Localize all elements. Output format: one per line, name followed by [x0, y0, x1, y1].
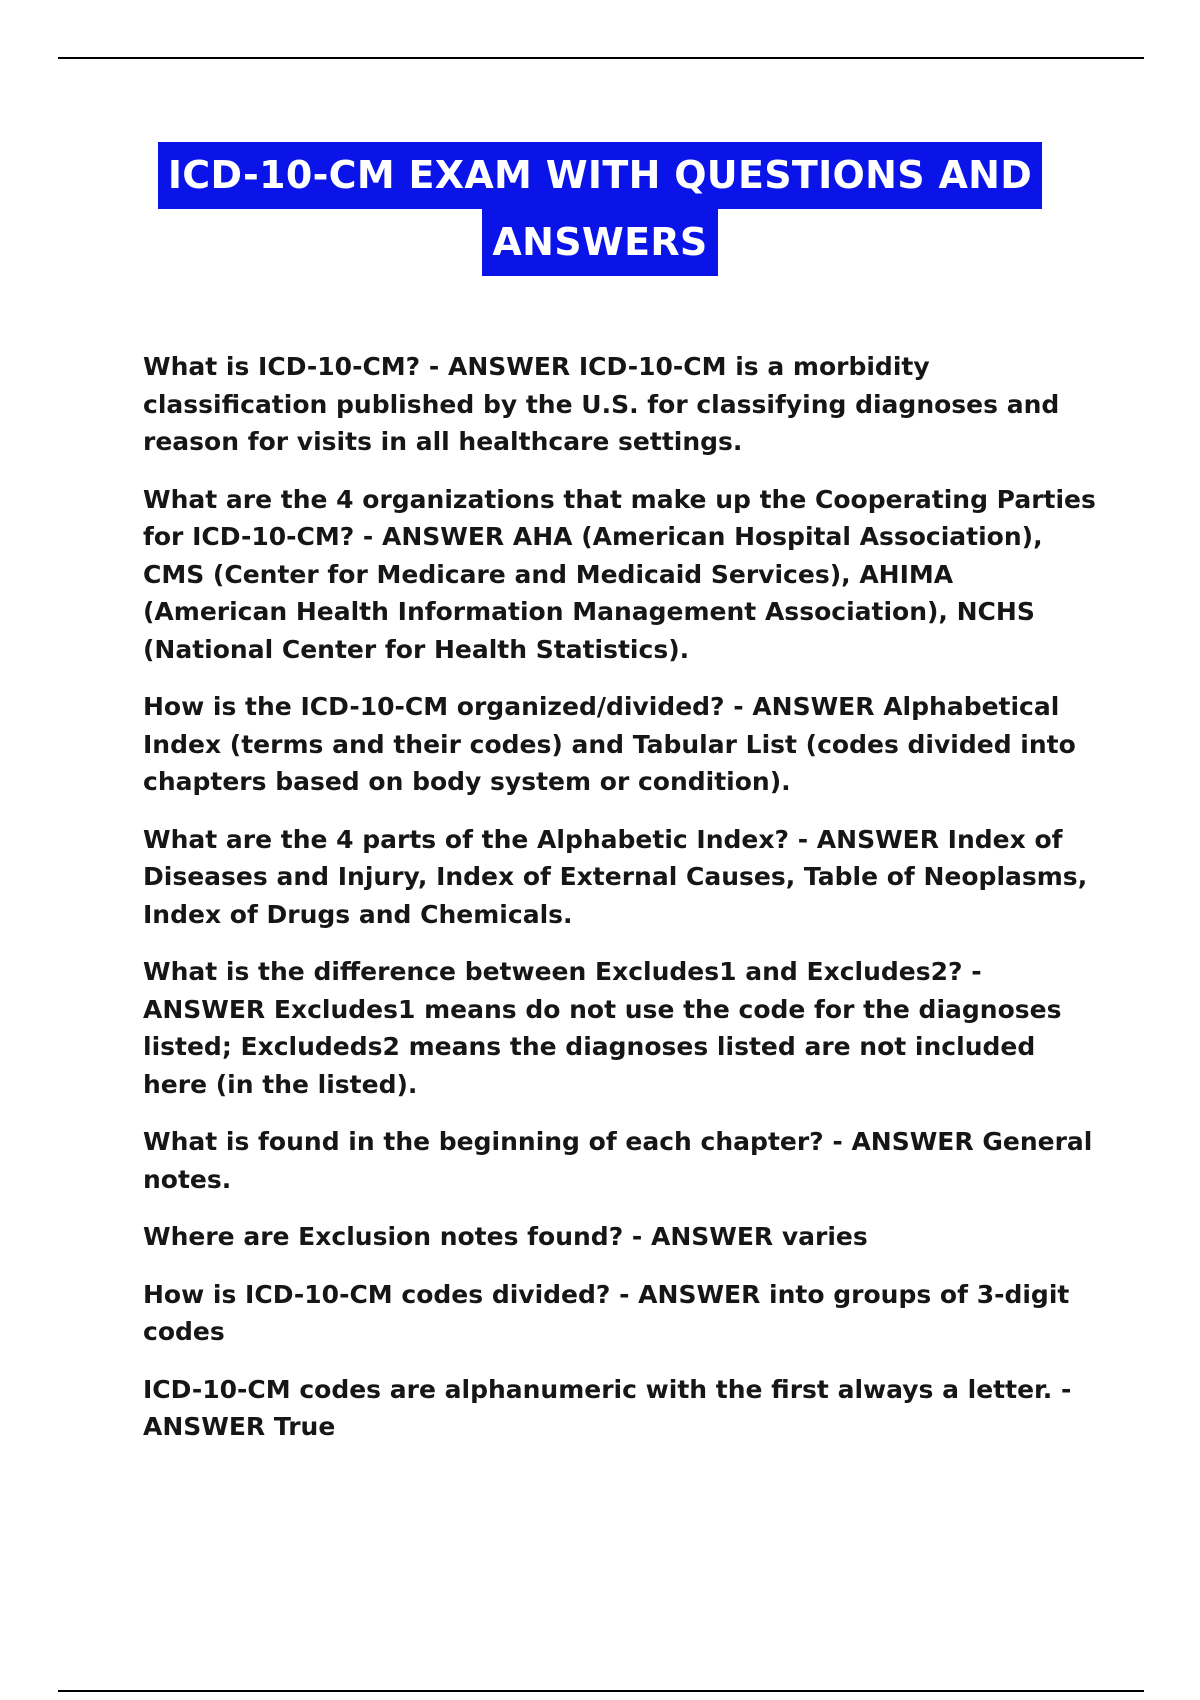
qa-item: What are the 4 parts of the Alphabetic Index? - ANSWER Index of Diseases and Injury, Index of External Causes, Table of Neoplasms, Index of Drugs and Chemicals. — [143, 824, 1088, 929]
bottom-divider — [58, 1690, 1144, 1692]
top-divider — [58, 57, 1144, 59]
document-title — [0, 142, 1200, 276]
qa-item: How is the ICD-10-CM organized/divided? - ANSWER Alphabetical Index (terms and their codes) and Tabular List (codes divided into chapters based on body system or condition). — [143, 692, 1076, 796]
qa-item: What are the 4 organizations that make up the Cooperating Parties for ICD-10-CM? - ANSWER AHA (American Hospital Association), CMS (Center for Medicare and Medicaid Services), AHIMA (American Health Information Management Association), NCHS (National Center for Health Statistics). — [143, 484, 1096, 664]
qa-item: Where are Exclusion notes found? - ANSWER varies — [143, 1222, 868, 1251]
title-line-2: ANSWERS — [482, 209, 717, 276]
qa-item: ICD-10-CM codes are alphanumeric with the first always a letter. - ANSWER True — [143, 1374, 1072, 1441]
qa-item: What is ICD-10-CM? - ANSWER ICD-10-CM is a morbidity classification published by the U.S. for classifying diagnoses and reason for visits in all healthcare settings. — [143, 352, 1060, 456]
qa-item: How is ICD-10-CM codes divided? - ANSWER into groups of 3-digit codes — [143, 1279, 1070, 1346]
qa-item: What is the difference between Excludes1 and Excludes2? - ANSWER Excludes1 means do not use the code for the diagnoses listed; Excludeds2 means the diagnoses listed are not included here (in the listed). — [143, 957, 1062, 1099]
qa-list — [143, 348, 1103, 1466]
title-line-1: ICD-10-CM EXAM WITH QUESTIONS AND — [158, 142, 1042, 209]
qa-item: What is found in the beginning of each chapter? - ANSWER General notes. — [143, 1127, 1093, 1194]
